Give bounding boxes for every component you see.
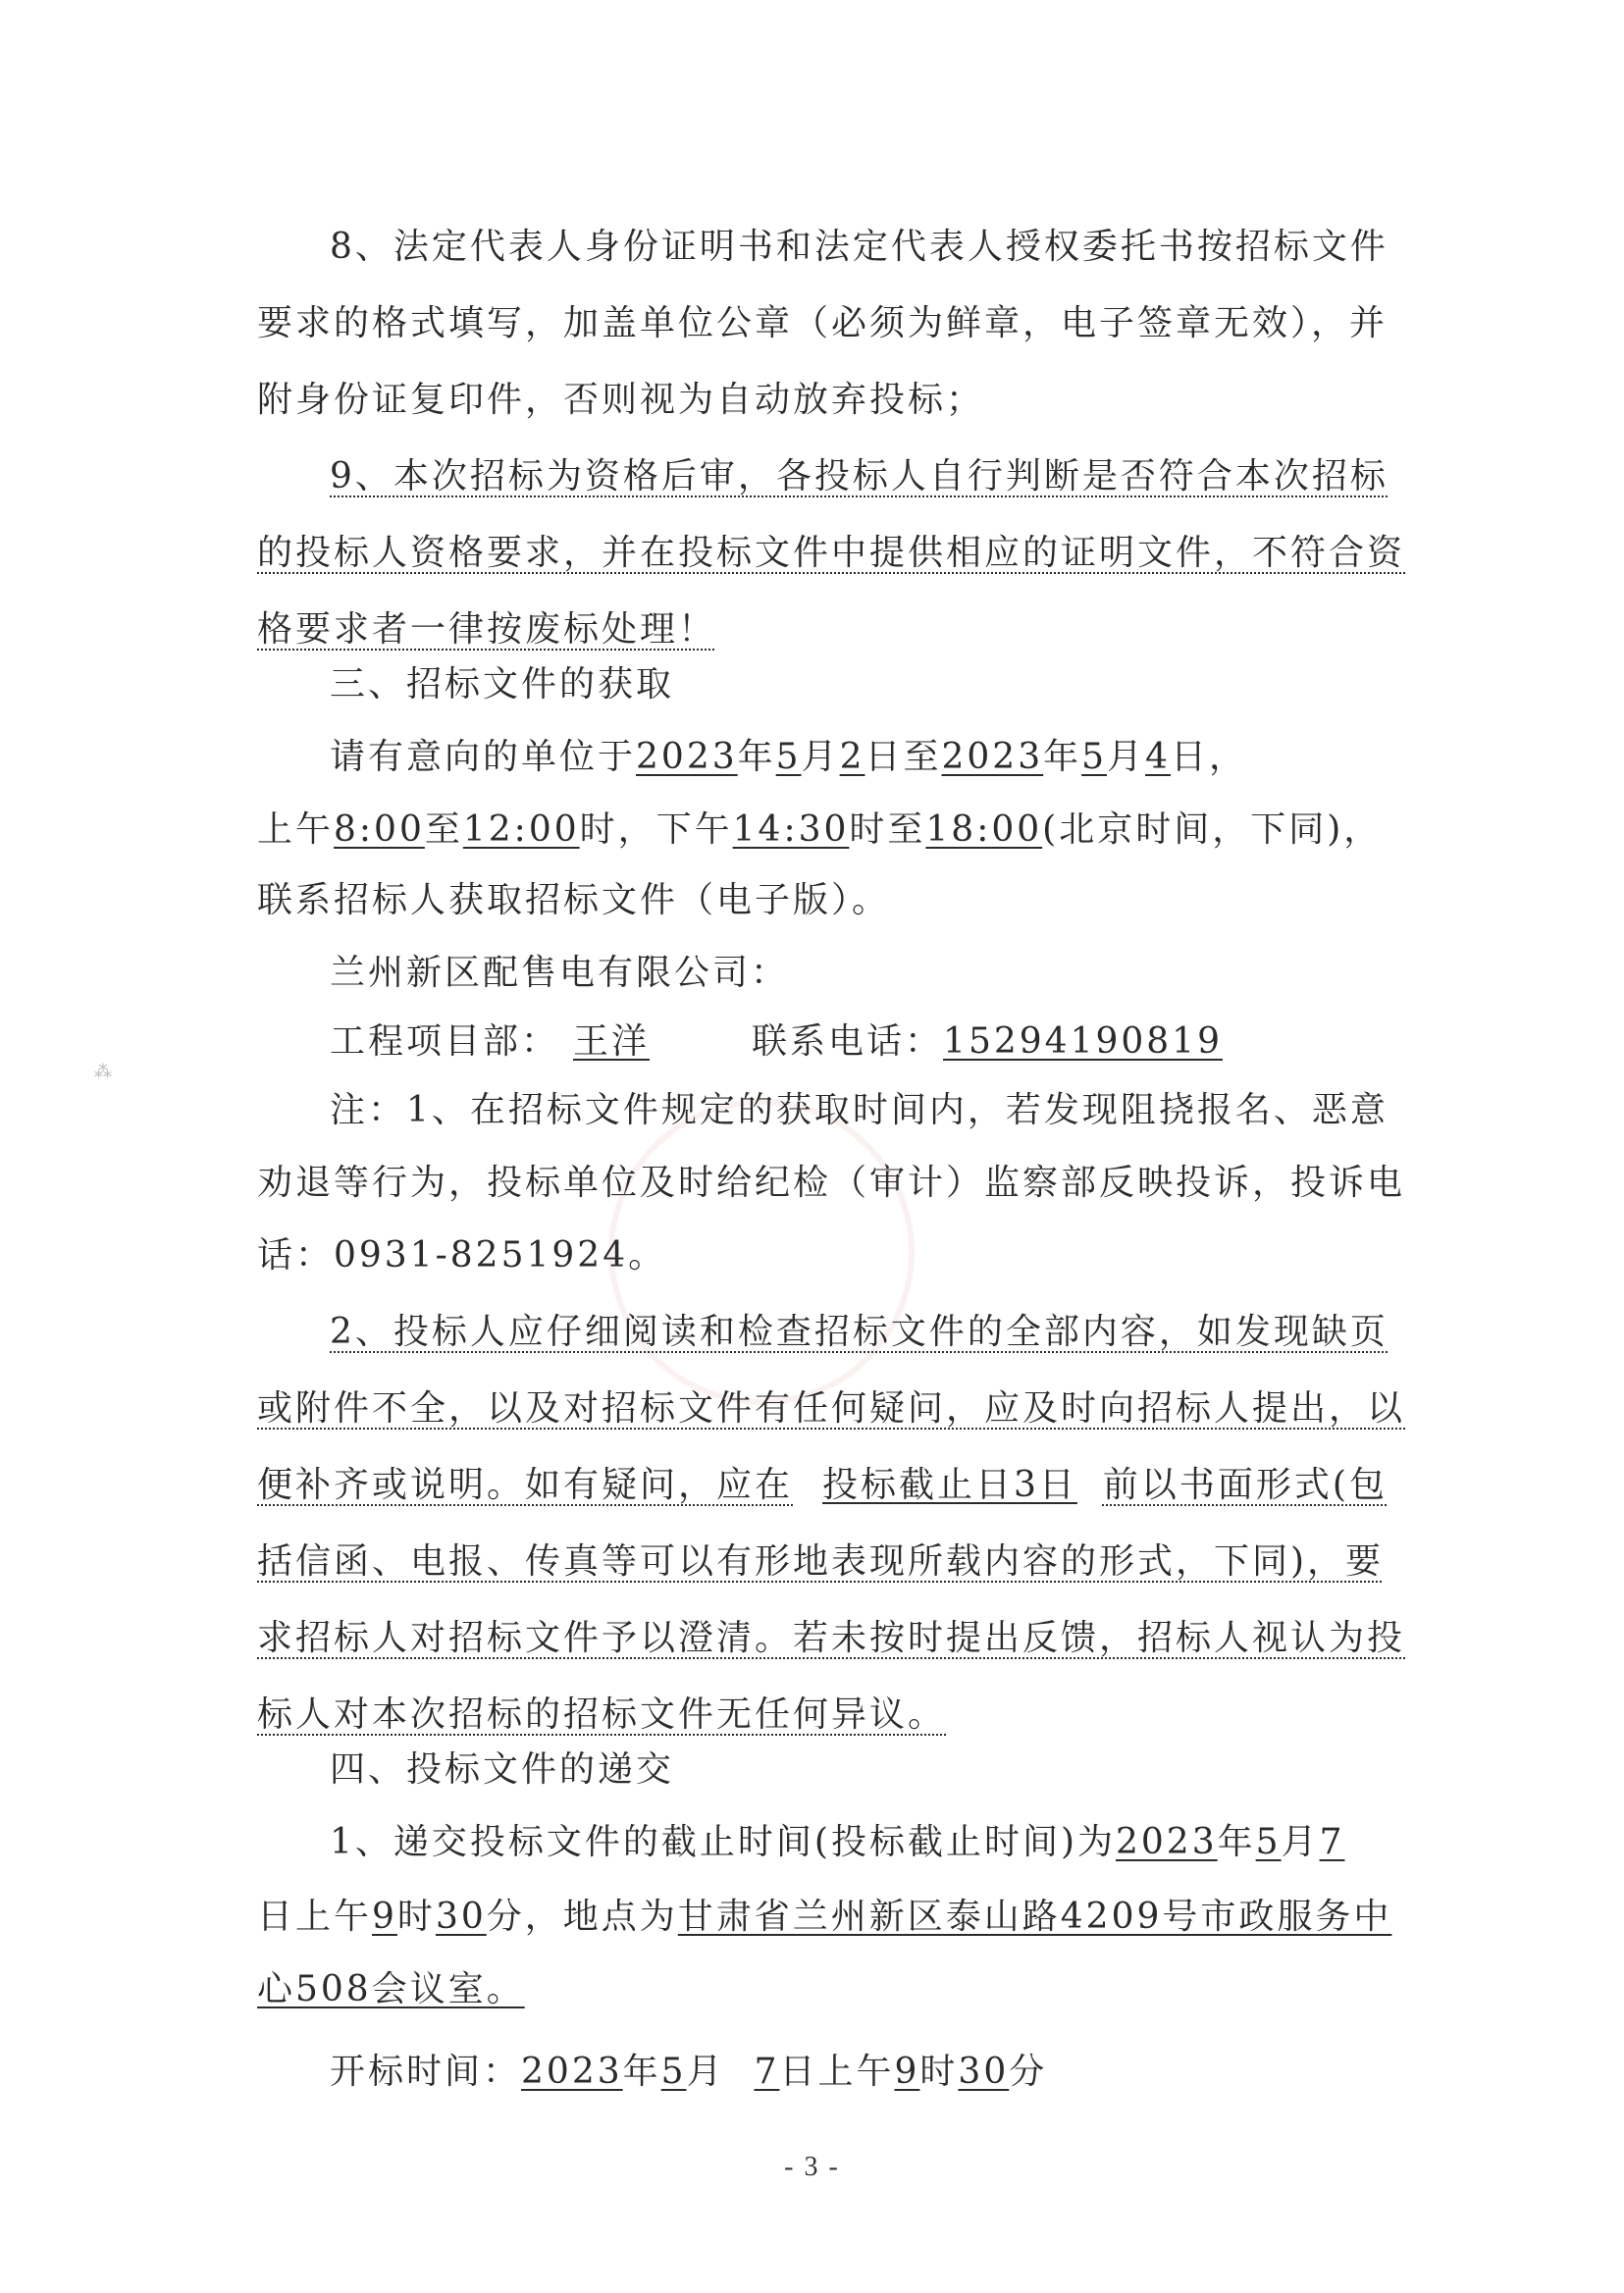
contact-person: 王洋 xyxy=(573,1021,651,1062)
text: 年 xyxy=(622,2052,661,2092)
text: 日上午 xyxy=(779,2052,895,2092)
deadline-minute: 30 xyxy=(435,1897,487,1937)
text: 分 xyxy=(1009,2052,1048,2092)
start-year: 2023 xyxy=(636,737,738,777)
page-number: - 3 - xyxy=(784,2152,840,2182)
text: 日至 xyxy=(864,737,942,777)
am-end: 12:00 xyxy=(462,809,580,850)
text: (北京时间，下同)， xyxy=(1042,809,1383,850)
note1-line2: 劝退等行为，投标单位及时给纪检（审计）监察部反映投诉，投诉电 xyxy=(257,1163,1406,1203)
note1-line1: 注：1、在招标文件规定的获取时间内，若发现阻挠报名、恶意 xyxy=(330,1090,1388,1130)
end-day: 4 xyxy=(1145,737,1171,777)
end-year: 2023 xyxy=(941,737,1044,777)
text: 月 xyxy=(1107,737,1146,777)
deadline-hour: 9 xyxy=(372,1897,397,1937)
opening-minute: 30 xyxy=(958,2052,1010,2092)
note2-line3 xyxy=(257,1464,1395,1507)
dept-label: 工程项目部： xyxy=(330,1021,560,1062)
item9-line3: 格要求者一律按废标处理！ xyxy=(257,609,717,650)
text: 1、递交投标文件的截止时间(投标截止时间)为 xyxy=(330,1822,1116,1862)
opening-month: 5 xyxy=(660,2052,687,2092)
pm-end: 18:00 xyxy=(925,809,1043,850)
text: 日上午 xyxy=(257,1897,373,1937)
text: 年 xyxy=(1217,1822,1256,1862)
start-month: 5 xyxy=(775,737,802,777)
item8-line1: 8、法定代表人身份证明书和法定代表人授权委托书按招标文件 xyxy=(330,227,1388,267)
text: 时，下午 xyxy=(579,809,733,850)
obtain-line1 xyxy=(330,736,1468,779)
start-day: 2 xyxy=(839,737,865,777)
opening-time xyxy=(330,2051,1468,2094)
text: 年 xyxy=(737,737,776,777)
company-name: 兰州新区配售电有限公司： xyxy=(330,953,790,993)
text: 时 xyxy=(919,2052,959,2092)
note2-line4: 括信函、电报、传真等可以有形地表现所载内容的形式，下同)，要 xyxy=(257,1541,1385,1582)
item9-line1: 9、本次招标为资格后审，各投标人自行判断是否符合本次招标 xyxy=(330,456,1388,496)
question-deadline: 投标截止日3日 xyxy=(822,1465,1077,1505)
note2-line2: 或附件不全，以及对招标文件有任何疑问，应及时向招标人提出，以 xyxy=(257,1388,1406,1429)
section4-title: 四、投标文件的递交 xyxy=(330,1749,675,1790)
submit-line1 xyxy=(330,1821,1468,1864)
obtain-line3: 联系招标人获取招标文件（电子版）。 xyxy=(257,880,891,920)
text: 前以书面形式(包 xyxy=(1102,1465,1388,1505)
submit-line3 xyxy=(257,1968,1395,2011)
text: 分，地点为 xyxy=(486,1897,678,1937)
opening-label: 开标时间： xyxy=(330,2052,522,2092)
opening-day: 7 xyxy=(754,2052,780,2092)
text: 时 xyxy=(396,1897,436,1937)
text: 年 xyxy=(1043,737,1082,777)
note2-line6: 标人对本次招标的招标文件无任何异议。 xyxy=(257,1694,947,1735)
note2-line5: 求招标人对招标文件予以澄清。若未按时提出反馈，招标人视认为投 xyxy=(257,1618,1406,1658)
opening-year: 2023 xyxy=(521,2052,623,2092)
contact-phone: 15294190819 xyxy=(943,1021,1223,1062)
text: 日， xyxy=(1170,737,1247,777)
text: 至 xyxy=(424,809,463,850)
note2-line1: 2、投标人应仔细阅读和检查招标文件的全部内容，如发现缺页 xyxy=(330,1312,1388,1352)
end-month: 5 xyxy=(1081,737,1108,777)
deadline-year: 2023 xyxy=(1116,1822,1218,1862)
text: 便补齐或说明。如有疑问，应在 xyxy=(257,1465,794,1505)
item9-line2: 的投标人资格要求，并在投标文件中提供相应的证明文件，不符合资 xyxy=(257,533,1406,573)
deadline-day: 7 xyxy=(1319,1822,1345,1862)
text: 时至 xyxy=(849,809,926,850)
submit-line2 xyxy=(257,1896,1395,1939)
item8-line3: 附身份证复印件，否则视为自动放弃投标； xyxy=(257,380,985,420)
text: 月 xyxy=(686,2052,725,2092)
text: 月 xyxy=(801,737,840,777)
scan-speck: ⁂ xyxy=(94,1062,112,1082)
venue-line1: 甘肃省兰州新区泰山路4209号市政服务中 xyxy=(677,1897,1392,1937)
pm-start: 14:30 xyxy=(732,809,850,850)
opening-hour: 9 xyxy=(894,2052,920,2092)
text: 上午 xyxy=(257,809,335,850)
obtain-text: 请有意向的单位于 xyxy=(330,737,637,777)
phone-label: 联系电话： xyxy=(752,1021,944,1062)
note1-line3: 话：0931-8251924。 xyxy=(257,1235,667,1276)
deadline-month: 5 xyxy=(1255,1822,1282,1862)
section3-title: 三、招标文件的获取 xyxy=(330,664,675,704)
am-start: 8:00 xyxy=(334,809,425,850)
contact-line xyxy=(330,1020,1468,1064)
item8-line2: 要求的格式填写，加盖单位公章（必须为鲜章，电子签章无效），并 xyxy=(257,303,1388,343)
text: 月 xyxy=(1281,1822,1320,1862)
obtain-line2 xyxy=(257,808,1395,852)
venue-line2: 心508会议室。 xyxy=(257,1969,525,2009)
